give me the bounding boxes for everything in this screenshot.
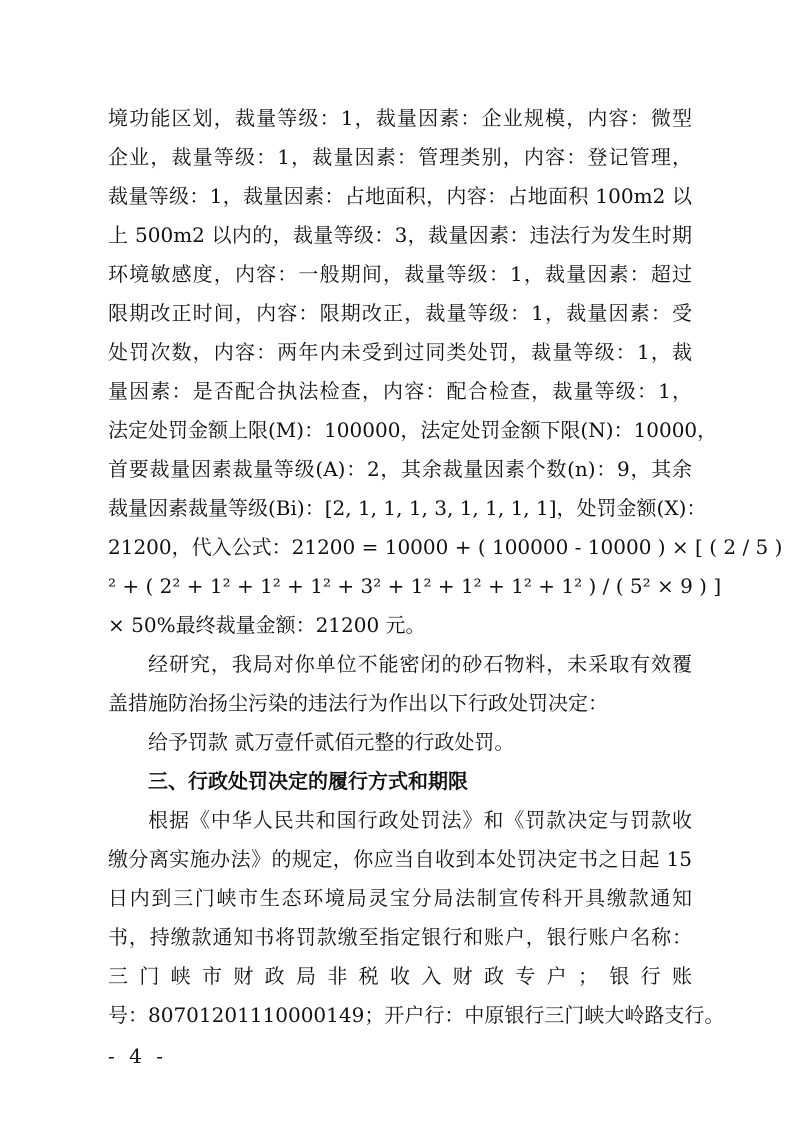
body-line: 企业，裁量等级：1，裁量因素：管理类别，内容：登记管理， xyxy=(108,145,692,169)
body-line: 三门峡市财政局非税收入财政专户；银行账 xyxy=(108,964,692,988)
body-line: 限期改正时间，内容：限期改正，裁量等级：1，裁量因素：受 xyxy=(108,301,692,325)
body-line: 上 500m2 以内的，裁量等级：3，裁量因素：违法行为发生时期 xyxy=(108,223,692,247)
body-line: 日内到三门峡市生态环境局灵宝分局法制宣传科开具缴款通知 xyxy=(108,886,692,910)
body-line: 境功能区划，裁量等级：1，裁量因素：企业规模，内容：微型 xyxy=(108,106,692,130)
body-line: 缴分离实施办法》的规定，你应当自收到本处罚决定书之日起 15 xyxy=(108,847,692,871)
body-line: 法定处罚金额上限(M)：100000，法定处罚金额下限(N)：10000， xyxy=(108,418,718,442)
page-number: - 4 - xyxy=(108,1044,167,1068)
formula-line: ² + ( 2² + 1² + 1² + 1² + 3² + 1² + 1² + 1² + 1² ) / ( 5² × 9 ) ] xyxy=(108,574,722,598)
body-line: 号：80701201110000149；开户行：中原银行三门峡大岭路支行。 xyxy=(108,1003,725,1027)
paragraph-start: 经研究，我局对你单位不能密闭的砂石物料，未采取有效覆 xyxy=(148,652,692,676)
section-heading: 三、行政处罚决定的履行方式和期限 xyxy=(148,769,468,793)
body-line: 21200，代入公式：21200 = 10000 + ( 100000 - 10000 ) × [ ( 2 / 5 ) xyxy=(108,535,783,559)
body-line: 裁量等级：1，裁量因素：占地面积，内容：占地面积 100m2 以 xyxy=(108,184,692,208)
body-line: 书，持缴款通知书将罚款缴至指定银行和账户，银行账户名称： xyxy=(108,925,692,949)
body-line: 量因素：是否配合执法检查，内容：配合检查，裁量等级：1， xyxy=(108,379,692,403)
body-line: 裁量因素裁量等级(Bi)：[2, 1, 1, 1, 3, 1, 1, 1, 1]，处罚金额(X)： xyxy=(108,496,707,520)
penalty-decision: 给予罚款 贰万壹仟贰佰元整的行政处罚。 xyxy=(148,730,515,754)
body-line: 环境敏感度，内容：一般期间，裁量等级：1，裁量因素：超过 xyxy=(108,262,692,286)
body-line: 首要裁量因素裁量等级(A)：2，其余裁量因素个数(n)：9，其余 xyxy=(108,457,692,481)
body-line: 处罚次数，内容：两年内未受到过同类处罚，裁量等级：1，裁 xyxy=(108,340,692,364)
body-line: 盖措施防治扬尘污染的违法行为作出以下行政处罚决定： xyxy=(108,691,608,715)
body-line: × 50%最终裁量金额：21200 元。 xyxy=(108,613,426,637)
paragraph-start: 根据《中华人民共和国行政处罚法》和《罚款决定与罚款收 xyxy=(148,808,692,832)
